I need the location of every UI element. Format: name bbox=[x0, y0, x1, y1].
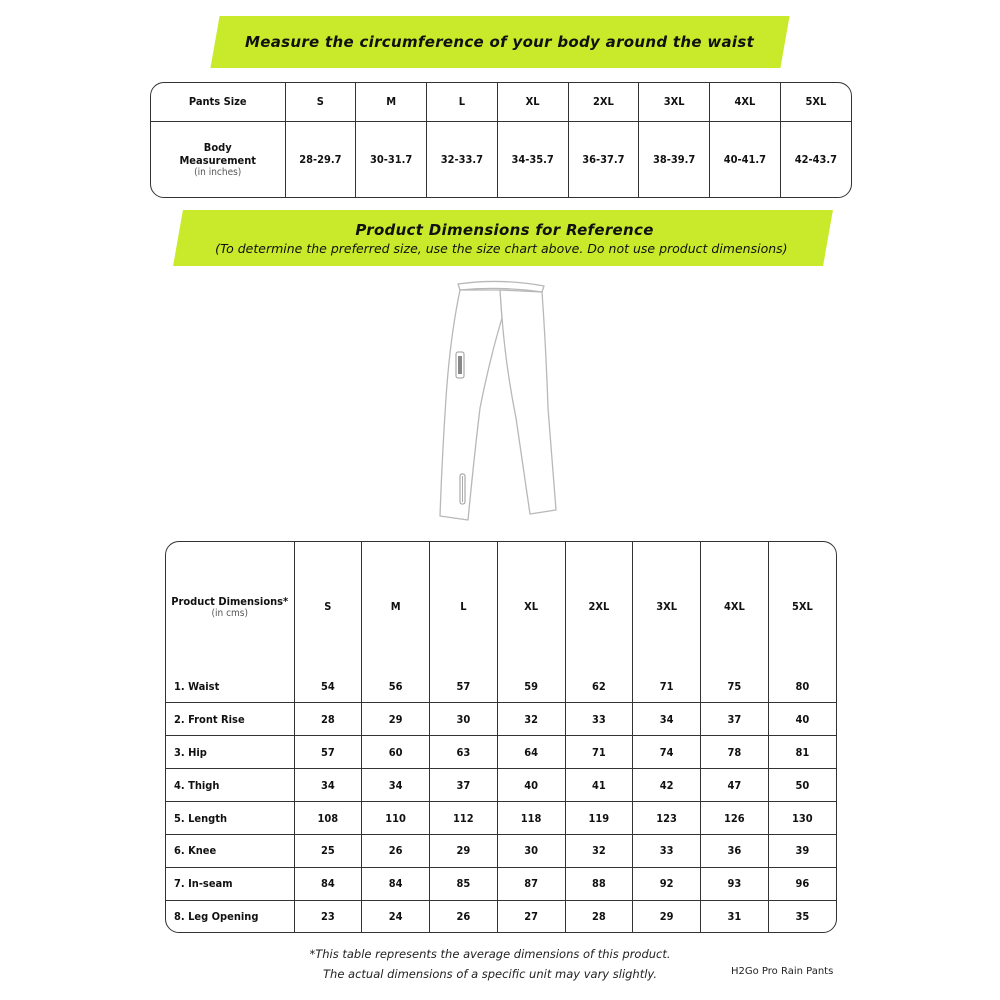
dimension-value-cell: 112 bbox=[430, 802, 498, 835]
body-measurement-cell: 34-35.7 bbox=[497, 121, 568, 197]
dimension-value-cell: 31 bbox=[701, 900, 769, 932]
dimension-label: 6. Knee bbox=[166, 834, 294, 867]
dimensions-size-header: 5XL bbox=[768, 542, 836, 671]
size-header-cell: M bbox=[356, 83, 427, 121]
dimension-value-cell: 71 bbox=[633, 671, 701, 703]
dimension-value-cell: 87 bbox=[497, 867, 565, 900]
dimension-value-cell: 80 bbox=[768, 671, 836, 703]
dimension-value-cell: 60 bbox=[362, 736, 430, 769]
dimensions-header-row bbox=[166, 542, 836, 671]
dimension-value-cell: 78 bbox=[701, 736, 769, 769]
dimension-value-cell: 29 bbox=[633, 900, 701, 932]
product-dimensions-banner bbox=[173, 210, 833, 266]
dimension-value-cell: 25 bbox=[294, 834, 362, 867]
dimension-value-cell: 32 bbox=[497, 703, 565, 736]
body-measurement-label-line2: Measurement bbox=[179, 153, 257, 167]
dimension-value-cell: 41 bbox=[565, 769, 633, 802]
size-header-cell: 3XL bbox=[639, 83, 710, 121]
dimensions-size-header: S bbox=[294, 542, 362, 671]
dimension-value-cell: 62 bbox=[565, 671, 633, 703]
dimension-value-cell: 54 bbox=[294, 671, 362, 703]
dimension-value-cell: 85 bbox=[430, 867, 498, 900]
size-chart-table bbox=[150, 82, 852, 198]
table-row bbox=[166, 834, 836, 867]
dimension-value-cell: 56 bbox=[362, 671, 430, 703]
dimension-value-cell: 35 bbox=[768, 900, 836, 932]
dimension-value-cell: 34 bbox=[362, 769, 430, 802]
table-row bbox=[166, 867, 836, 900]
table-row bbox=[166, 769, 836, 802]
dimension-label: 5. Length bbox=[166, 802, 294, 835]
body-measurement-label bbox=[151, 121, 285, 197]
dimension-value-cell: 50 bbox=[768, 769, 836, 802]
dimension-value-cell: 92 bbox=[633, 867, 701, 900]
dimension-value-cell: 42 bbox=[633, 769, 701, 802]
body-measurement-cell: 40-41.7 bbox=[710, 121, 781, 197]
dimension-value-cell: 26 bbox=[430, 900, 498, 932]
dimension-value-cell: 23 bbox=[294, 900, 362, 932]
size-header-cell: 2XL bbox=[568, 83, 639, 121]
dimension-value-cell: 47 bbox=[701, 769, 769, 802]
dimensions-header-label bbox=[166, 542, 294, 671]
footnote bbox=[200, 944, 780, 984]
dimension-value-cell: 34 bbox=[633, 703, 701, 736]
product-name: H2Go Pro Rain Pants bbox=[731, 966, 834, 977]
size-chart-header-row bbox=[151, 83, 851, 121]
table-row bbox=[166, 736, 836, 769]
footnote-line1: *This table represents the average dimensions of this product. bbox=[309, 947, 671, 961]
dimension-label: 3. Hip bbox=[166, 736, 294, 769]
dimension-value-cell: 37 bbox=[701, 703, 769, 736]
dimensions-size-header: 2XL bbox=[565, 542, 633, 671]
waist-banner bbox=[210, 16, 789, 68]
dimension-value-cell: 34 bbox=[294, 769, 362, 802]
dimension-value-cell: 88 bbox=[565, 867, 633, 900]
dimension-value-cell: 130 bbox=[768, 802, 836, 835]
table-row bbox=[166, 671, 836, 703]
body-measurement-cell: 36-37.7 bbox=[568, 121, 639, 197]
table-row bbox=[166, 802, 836, 835]
dimensions-header-title: Product Dimensions* bbox=[171, 594, 289, 608]
rain-pants-illustration bbox=[420, 278, 580, 530]
dimension-value-cell: 108 bbox=[294, 802, 362, 835]
dimension-value-cell: 40 bbox=[768, 703, 836, 736]
dimension-value-cell: 84 bbox=[294, 867, 362, 900]
dimension-label: 7. In-seam bbox=[166, 867, 294, 900]
dimension-value-cell: 123 bbox=[633, 802, 701, 835]
dimension-value-cell: 59 bbox=[497, 671, 565, 703]
dimensions-size-header: M bbox=[362, 542, 430, 671]
dimension-value-cell: 57 bbox=[294, 736, 362, 769]
product-dimensions-subtitle: (To determine the preferred size, use the size chart above. Do not use product dimensions) bbox=[215, 240, 788, 256]
dimension-value-cell: 39 bbox=[768, 834, 836, 867]
dimension-value-cell: 63 bbox=[430, 736, 498, 769]
dimensions-size-header: 4XL bbox=[701, 542, 769, 671]
product-dimensions-table bbox=[165, 541, 837, 933]
dimension-value-cell: 96 bbox=[768, 867, 836, 900]
size-header-cell: 4XL bbox=[710, 83, 781, 121]
dimension-label: 8. Leg Opening bbox=[166, 900, 294, 932]
dimension-value-cell: 110 bbox=[362, 802, 430, 835]
size-header-cell: L bbox=[427, 83, 498, 121]
dimension-value-cell: 64 bbox=[497, 736, 565, 769]
dimension-value-cell: 32 bbox=[565, 834, 633, 867]
footnote-line2: The actual dimensions of a specific unit may vary slightly. bbox=[323, 967, 657, 981]
body-measurement-unit: (in inches) bbox=[194, 166, 242, 178]
body-measurement-label-line1: Body bbox=[203, 140, 232, 154]
dimensions-header-unit: (in cms) bbox=[211, 607, 248, 619]
size-header-cell: 5XL bbox=[780, 83, 851, 121]
dimension-value-cell: 75 bbox=[701, 671, 769, 703]
dimension-label: 2. Front Rise bbox=[166, 703, 294, 736]
dimension-value-cell: 24 bbox=[362, 900, 430, 932]
dimension-value-cell: 29 bbox=[430, 834, 498, 867]
dimension-value-cell: 33 bbox=[633, 834, 701, 867]
dimension-label: 4. Thigh bbox=[166, 769, 294, 802]
dimension-value-cell: 81 bbox=[768, 736, 836, 769]
dimensions-size-header: L bbox=[430, 542, 498, 671]
body-measurement-cell: 30-31.7 bbox=[356, 121, 427, 197]
table-row bbox=[166, 703, 836, 736]
dimension-value-cell: 57 bbox=[430, 671, 498, 703]
dimension-value-cell: 28 bbox=[294, 703, 362, 736]
dimension-value-cell: 29 bbox=[362, 703, 430, 736]
dimension-value-cell: 27 bbox=[497, 900, 565, 932]
body-measurement-cell: 28-29.7 bbox=[285, 121, 356, 197]
dimensions-size-header: XL bbox=[497, 542, 565, 671]
body-measurement-cell: 32-33.7 bbox=[427, 121, 498, 197]
dimension-label: 1. Waist bbox=[166, 671, 294, 703]
dimensions-size-header: 3XL bbox=[633, 542, 701, 671]
product-dimensions-title: Product Dimensions for Reference bbox=[355, 220, 654, 239]
size-chart-header-label: Pants Size bbox=[151, 83, 285, 121]
dimension-value-cell: 37 bbox=[430, 769, 498, 802]
dimension-value-cell: 30 bbox=[497, 834, 565, 867]
dimension-value-cell: 30 bbox=[430, 703, 498, 736]
size-header-cell: XL bbox=[497, 83, 568, 121]
body-measurement-cell: 42-43.7 bbox=[780, 121, 851, 197]
dimension-value-cell: 93 bbox=[701, 867, 769, 900]
dimension-value-cell: 28 bbox=[565, 900, 633, 932]
dimension-value-cell: 71 bbox=[565, 736, 633, 769]
waist-banner-title: Measure the circumference of your body around the waist bbox=[245, 33, 755, 51]
dimension-value-cell: 84 bbox=[362, 867, 430, 900]
dimension-value-cell: 74 bbox=[633, 736, 701, 769]
dimension-value-cell: 36 bbox=[701, 834, 769, 867]
table-row bbox=[166, 900, 836, 932]
dimension-value-cell: 126 bbox=[701, 802, 769, 835]
body-measurement-row bbox=[151, 121, 851, 197]
dimension-value-cell: 40 bbox=[497, 769, 565, 802]
dimension-value-cell: 119 bbox=[565, 802, 633, 835]
dimension-value-cell: 26 bbox=[362, 834, 430, 867]
dimension-value-cell: 33 bbox=[565, 703, 633, 736]
dimension-value-cell: 118 bbox=[497, 802, 565, 835]
body-measurement-cell: 38-39.7 bbox=[639, 121, 710, 197]
size-header-cell: S bbox=[285, 83, 356, 121]
